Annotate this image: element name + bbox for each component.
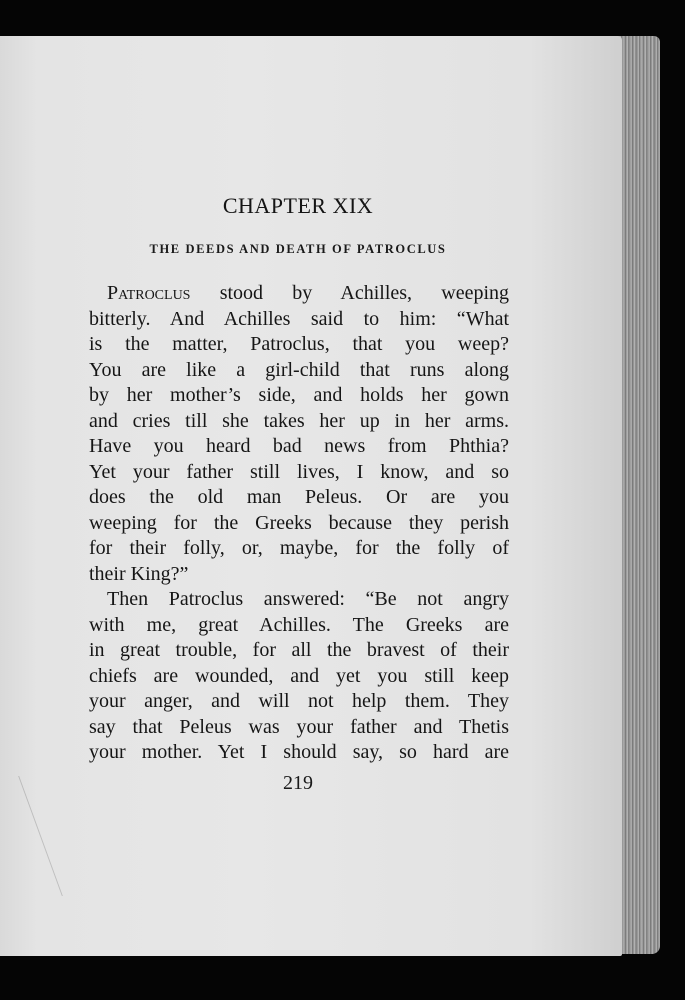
- text-fragment: stood by Achilles, weeping: [219, 282, 510, 304]
- text-line: Then Patroclus answered: “Be not angry: [107, 588, 509, 610]
- text-line: is the matter, Patroclus, that you weep?: [89, 333, 509, 355]
- text-line: with me, great Achilles. The Greeks are: [89, 613, 509, 636]
- text-line: their King?”: [89, 562, 189, 585]
- text-line: for their folly, or, maybe, for the folly of: [89, 537, 509, 559]
- lead-word: Patroclus: [107, 282, 191, 304]
- text-line: chiefs are wounded, and yet you still keep: [89, 664, 509, 687]
- text-line: your mother. Yet I should say, so hard are: [89, 741, 509, 763]
- chapter-heading: CHAPTER XIX: [222, 193, 374, 218]
- text-line: by her mother’s side, and holds her gown: [89, 384, 509, 406]
- body-text: [89, 281, 509, 766]
- text-line: and cries till she takes her up in her arms.: [89, 409, 509, 432]
- text-line: in great trouble, for all the bravest of their: [89, 639, 509, 661]
- page-number: 219: [283, 772, 313, 794]
- text-line: [89, 281, 509, 307]
- text-line: You are like a girl-child that runs along: [89, 358, 509, 381]
- text-line: weeping for the Greeks because they perish: [89, 511, 509, 534]
- chapter-title: THE DEEDS AND DEATH OF PATROCLUS: [149, 242, 447, 256]
- text-line: does the old man Peleus. Or are you: [89, 486, 509, 508]
- text-line: bitterly. And Achilles said to him: “What: [89, 307, 509, 330]
- text-line: say that Peleus was your father and Thetis: [89, 715, 509, 738]
- text-line: Yet your father still lives, I know, and so: [89, 460, 509, 483]
- text-line: your anger, and will not help them. They: [89, 690, 509, 712]
- text-line: Have you heard bad news from Phthia?: [89, 435, 509, 457]
